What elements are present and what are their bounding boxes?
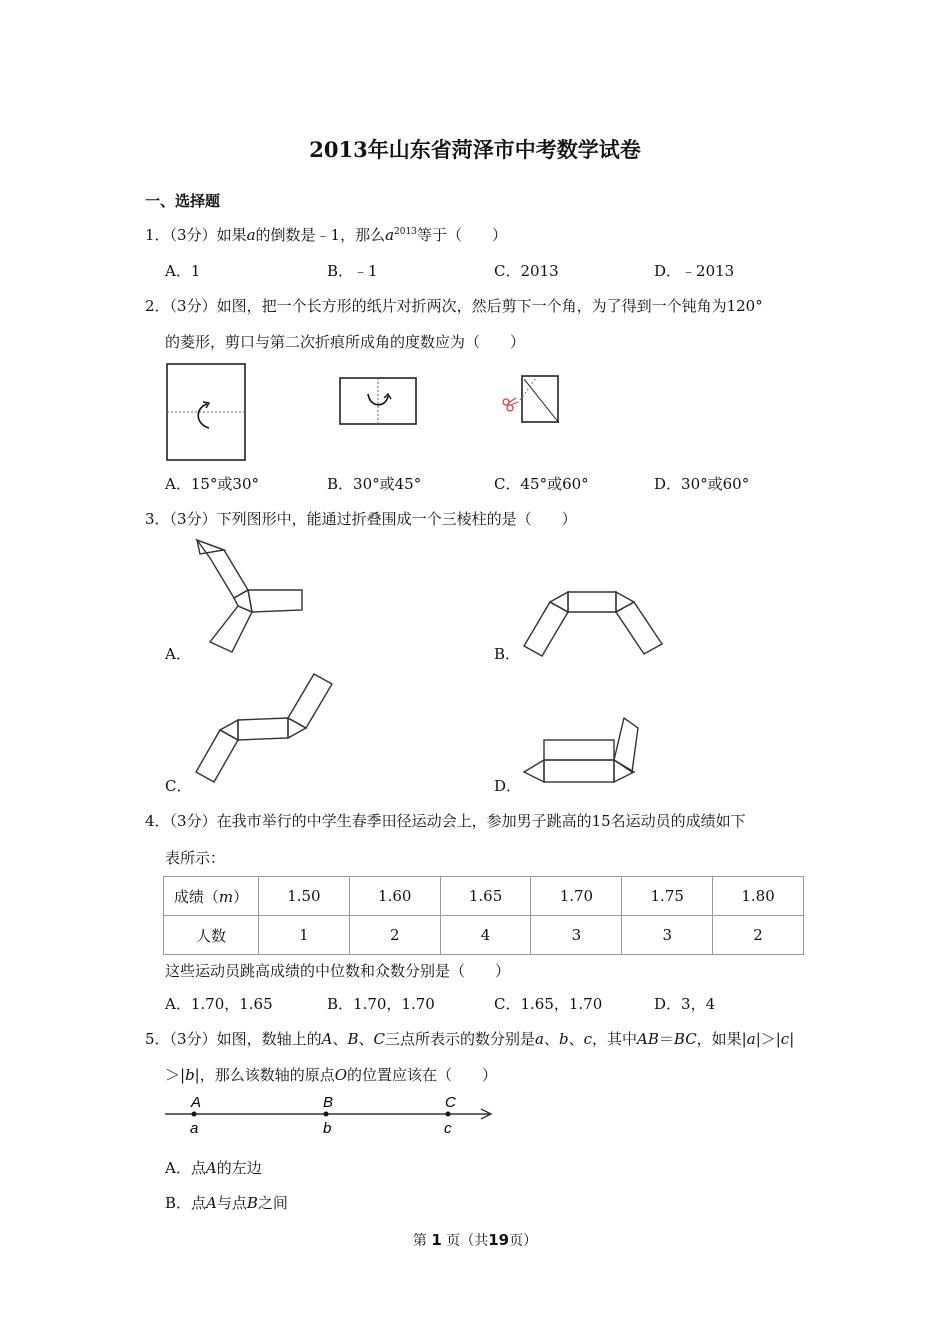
page-total: 19: [488, 1231, 510, 1249]
prism-net-a: [190, 538, 310, 658]
option-c[interactable]: C．45°或60°: [494, 475, 589, 493]
q3-text: （3分）下列图形中，能通过折叠围成一个三棱柱的是（ ）: [169, 510, 577, 528]
table-cell: 1.75: [622, 877, 713, 916]
folding-figure-3: [496, 374, 566, 426]
value-label: a: [190, 1120, 199, 1137]
var-a: a: [385, 226, 395, 244]
option-d[interactable]: D．﹣2013: [654, 262, 735, 280]
var-a: a: [246, 226, 256, 244]
question-number: 2．: [145, 297, 170, 315]
prism-net-b: [520, 586, 670, 658]
option-a[interactable]: A．1: [165, 262, 201, 280]
section-heading: 一、选择题: [145, 192, 221, 210]
question-4: [145, 810, 746, 831]
exponent: 2013: [394, 227, 417, 237]
folding-figure-2: [338, 376, 418, 426]
q1-text-a: （3分）如果: [169, 226, 247, 244]
q4-question: 这些运动员跳高成绩的中位数和众数分别是（ ）: [165, 962, 511, 980]
prism-net-c: [190, 672, 340, 787]
point-label: A: [191, 1094, 202, 1111]
question-number: 1．: [145, 226, 170, 244]
table-cell: 1.50: [259, 877, 350, 916]
point-b: [324, 1112, 329, 1117]
option-a[interactable]: A．: [165, 645, 191, 663]
table-cell: 3: [622, 916, 713, 955]
option-b[interactable]: B．点A与点B之间: [165, 1194, 288, 1212]
prism-net-d: [520, 716, 640, 786]
q5-line-2: ＞|b|，那么该数轴的原点O的位置应该在（ ）: [165, 1066, 498, 1084]
table-cell: 1.60: [349, 877, 440, 916]
question-number: 3．: [145, 510, 170, 528]
point-c: [446, 1112, 451, 1117]
point-a: [192, 1112, 197, 1117]
table-header-cell: 人数: [164, 916, 259, 955]
table-header-cell: 成绩（m）: [164, 877, 259, 916]
option-b[interactable]: B．﹣1: [327, 262, 378, 280]
option-c[interactable]: C．2013: [494, 262, 559, 280]
q1-text-c: 等于（ ）: [416, 226, 507, 244]
table-cell: 1.80: [713, 877, 804, 916]
table-cell: 3: [531, 916, 622, 955]
table-row: [164, 877, 804, 916]
option-a[interactable]: A．1.70，1.65: [165, 995, 273, 1013]
q1-text-b: 的倒数是﹣1，那么: [255, 226, 386, 244]
option-d[interactable]: D．3，4: [654, 995, 716, 1013]
point-label: B: [323, 1094, 334, 1111]
page-number: 1: [431, 1231, 442, 1249]
scores-table: [163, 876, 804, 955]
table-cell: 1.65: [440, 877, 531, 916]
question-5: 5．（3分）如图，数轴上的A、B、C三点所表示的数分别是a、b、c，其中AB＝BC，如果|a|＞|c|: [145, 1030, 795, 1048]
point-label: C: [445, 1094, 456, 1111]
table-cell: 2: [349, 916, 440, 955]
question-2: [145, 295, 763, 316]
q4-line-1: （3分）在我市举行的中学生春季田径运动会上，参加男子跳高的15名运动员的成绩如下: [169, 812, 746, 830]
option-c[interactable]: C．1.65，1.70: [494, 995, 603, 1013]
table-cell: 2: [713, 916, 804, 955]
table-cell: 1: [259, 916, 350, 955]
value-label: c: [444, 1120, 452, 1137]
page-footer: 第 1 页（共19页）: [412, 1231, 538, 1249]
option-c[interactable]: C．: [165, 777, 192, 795]
option-d[interactable]: D．30°或60°: [654, 475, 750, 493]
question-number: 5．: [145, 1030, 170, 1048]
option-a[interactable]: A．点A的左边: [165, 1159, 262, 1177]
scissors-icon: [503, 399, 509, 405]
question-3: [145, 508, 577, 529]
folding-figure-1: [165, 362, 247, 462]
value-label: b: [323, 1120, 332, 1137]
q4-line-2: 表所示：: [165, 849, 226, 867]
option-a[interactable]: A．15°或30°: [165, 475, 260, 493]
page-title: 2013年山东省菏泽市中考数学试卷: [309, 137, 641, 162]
q2-line-1: （3分）如图，把一个长方形的纸片对折两次，然后剪下一个角，为了得到一个钝角为120°: [169, 297, 763, 315]
option-b[interactable]: B．30°或45°: [327, 475, 422, 493]
number-line: [163, 1092, 498, 1137]
question-1: [145, 224, 507, 245]
question-number: 4．: [145, 812, 170, 830]
table-cell: 4: [440, 916, 531, 955]
q2-line-2: 的菱形，剪口与第二次折痕所成角的度数应为（ ）: [165, 333, 526, 351]
table-cell: 1.70: [531, 877, 622, 916]
table-row: [164, 916, 804, 955]
option-b[interactable]: B．: [494, 645, 521, 663]
option-b[interactable]: B．1.70，1.70: [327, 995, 435, 1013]
option-d[interactable]: D．: [494, 777, 522, 795]
